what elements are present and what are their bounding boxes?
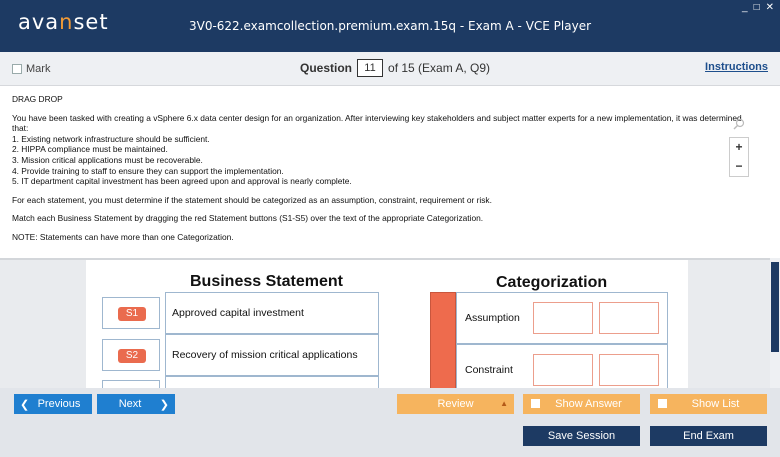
question-number-input[interactable]: 11 bbox=[357, 59, 383, 77]
requirement-item: 2. HIPPA compliance must be maintained. bbox=[12, 144, 168, 155]
category-label: Constraint bbox=[465, 364, 513, 376]
drop-target[interactable] bbox=[533, 302, 593, 334]
checkbox-icon bbox=[658, 399, 667, 408]
requirement-item: 4. Provide training to staff to ensure they can support the implementation. bbox=[12, 165, 284, 176]
instruction-text: For each statement, you must determine if the statement should be categorized as an assumption, constraint, requirement or risk. bbox=[12, 194, 492, 205]
statement-text: Approved capital investment bbox=[165, 292, 379, 334]
review-label: Review bbox=[437, 398, 474, 410]
category-row-assumption bbox=[456, 292, 668, 344]
statement-text bbox=[165, 376, 379, 388]
drop-target[interactable] bbox=[599, 302, 659, 334]
category-color-bar bbox=[430, 292, 456, 388]
question-label: Question bbox=[300, 61, 353, 75]
statement-slot bbox=[102, 339, 160, 371]
question-navigator bbox=[300, 59, 490, 77]
exhibit-scrollbar[interactable] bbox=[770, 258, 780, 388]
statement-slot bbox=[102, 380, 160, 388]
zoom-in-button[interactable]: + bbox=[735, 140, 743, 154]
scrollbar-thumb[interactable] bbox=[771, 262, 779, 352]
previous-label: Previous bbox=[37, 398, 81, 410]
chevron-left-icon: ❮ bbox=[20, 398, 30, 411]
drop-target[interactable] bbox=[599, 354, 659, 386]
maximize-icon[interactable]: □ bbox=[753, 2, 760, 13]
show-answer-button[interactable] bbox=[523, 394, 640, 414]
checkbox-icon bbox=[12, 64, 22, 74]
statement-slot bbox=[102, 297, 160, 329]
triangle-up-icon: ▲ bbox=[500, 399, 508, 408]
close-icon[interactable]: ✕ bbox=[765, 2, 774, 13]
checkbox-icon bbox=[531, 399, 540, 408]
zoom-out-button[interactable]: − bbox=[735, 159, 743, 173]
show-list-button[interactable] bbox=[650, 394, 767, 414]
window-controls bbox=[742, 2, 774, 13]
show-list-label: Show List bbox=[691, 398, 740, 410]
business-statement-title: Business Statement bbox=[190, 273, 343, 290]
instructions-link[interactable]: Instructions bbox=[705, 61, 768, 73]
statement-button-s1[interactable]: S1 bbox=[118, 307, 146, 321]
question-of-text: of 15 (Exam A, Q9) bbox=[388, 61, 491, 75]
question-type: DRAG DROP bbox=[12, 94, 63, 104]
instruction-text: Match each Business Statement by dragging the red Statement buttons (S1-S5) over the text of the appropriate Categorization. bbox=[12, 213, 484, 224]
title-bar bbox=[0, 0, 780, 52]
next-label: Next bbox=[118, 398, 142, 410]
statement-text: Recovery of mission critical applications bbox=[165, 334, 379, 376]
note-text: NOTE: Statements can have more than one Categorization. bbox=[12, 231, 234, 242]
requirement-item: 3. Mission critical applications must be recoverable. bbox=[12, 154, 203, 165]
mark-label: Mark bbox=[26, 63, 51, 75]
app-logo: avanset bbox=[18, 10, 109, 34]
drop-target[interactable] bbox=[533, 354, 593, 386]
question-bar bbox=[0, 52, 780, 86]
minimize-icon[interactable]: _ bbox=[742, 2, 748, 13]
chevron-right-icon: ❯ bbox=[159, 398, 169, 411]
action-bar bbox=[0, 420, 780, 457]
zoom-control bbox=[729, 137, 749, 177]
show-answer-label: Show Answer bbox=[555, 398, 622, 410]
next-button[interactable] bbox=[97, 394, 175, 414]
category-label: Assumption bbox=[465, 312, 520, 324]
magnifier-icon bbox=[733, 118, 745, 130]
navigation-bar bbox=[0, 388, 780, 420]
requirements-block bbox=[12, 113, 758, 187]
requirement-item: 1. Existing network infrastructure should be sufficient. bbox=[12, 133, 210, 144]
end-exam-button[interactable]: End Exam bbox=[650, 426, 767, 446]
categorization-title: Categorization bbox=[496, 274, 608, 291]
save-session-button[interactable]: Save Session bbox=[523, 426, 640, 446]
mark-checkbox[interactable] bbox=[12, 63, 50, 75]
question-intro: You have been tasked with creating a vSphere 6.x data center design for an organization. After interviewing key stakeholders and subject matter experts for a new implementation, it was determined that: bbox=[12, 112, 742, 134]
exhibit-panel bbox=[0, 258, 770, 388]
drag-drop-exhibit bbox=[86, 260, 688, 388]
previous-button[interactable] bbox=[14, 394, 92, 414]
statement-button-s2[interactable]: S2 bbox=[118, 349, 146, 363]
window-title: 3V0-622.examcollection.premium.exam.15q - Exam A - VCE Player bbox=[188, 19, 592, 33]
review-button[interactable] bbox=[397, 394, 514, 414]
requirement-item: 5. IT department capital investment has been agreed upon and approval is nearly complete. bbox=[12, 176, 352, 187]
category-row-constraint bbox=[456, 344, 668, 388]
question-text-panel bbox=[0, 86, 770, 258]
